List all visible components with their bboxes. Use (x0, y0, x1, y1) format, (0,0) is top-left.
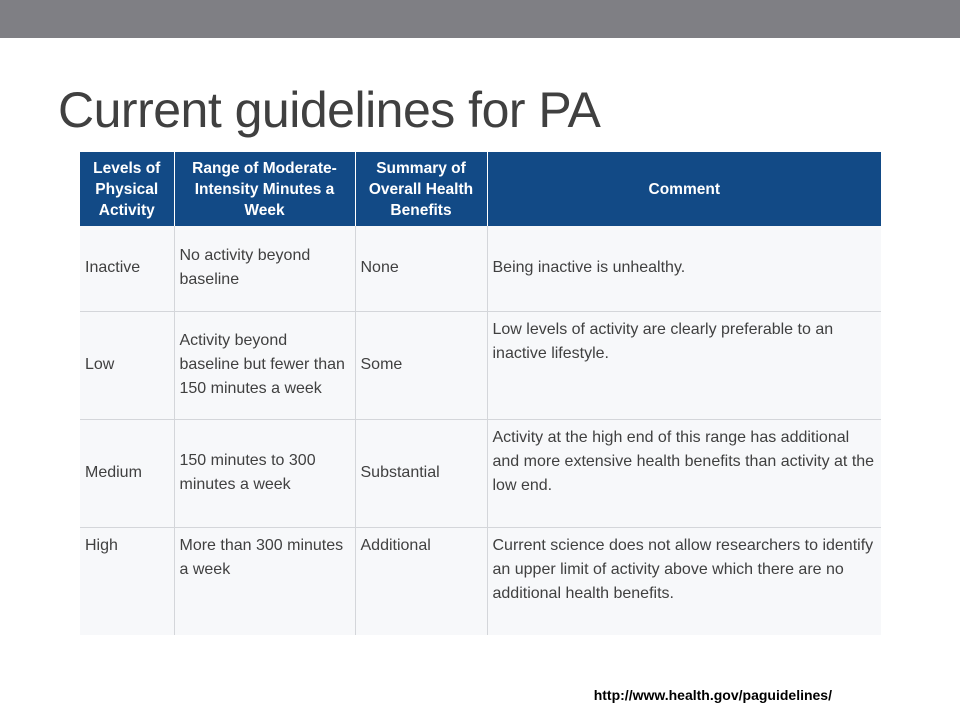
cell-range: Activity beyond baseline but fewer than 150 minutes a week (174, 311, 355, 419)
cell-range: 150 minutes to 300 minutes a week (174, 419, 355, 527)
table-row (80, 419, 881, 527)
cell-range: No activity beyond baseline (174, 226, 355, 311)
header-comment: Comment (487, 152, 881, 226)
cell-benefits: None (355, 226, 487, 311)
slide-title: Current guidelines for PA (58, 82, 601, 138)
guidelines-table (80, 152, 881, 635)
table-row (80, 311, 881, 419)
cell-level: High (80, 527, 174, 635)
cell-level: Inactive (80, 226, 174, 311)
source-link[interactable]: http://www.health.gov/paguidelines/ (593, 687, 832, 703)
cell-level: Medium (80, 419, 174, 527)
table-header-row (80, 152, 881, 226)
table-row (80, 527, 881, 635)
cell-comment: Being inactive is unhealthy. (487, 226, 881, 311)
cell-benefits: Substantial (355, 419, 487, 527)
cell-comment: Activity at the high end of this range has additional and more extensive health benefits than activity at the low end. (487, 419, 881, 527)
cell-benefits: Some (355, 311, 487, 419)
top-accent-bar (0, 0, 960, 38)
header-benefits: Summary of Overall Health Benefits (355, 152, 487, 226)
cell-benefits: Additional (355, 527, 487, 635)
cell-comment: Low levels of activity are clearly preferable to an inactive lifestyle. (487, 311, 881, 419)
cell-comment: Current science does not allow researchers to identify an upper limit of activity above which there are no additional health benefits. (487, 527, 881, 635)
header-range: Range of Moderate-Intensity Minutes a Week (174, 152, 355, 226)
header-levels: Levels of Physical Activity (80, 152, 174, 226)
table-row (80, 226, 881, 311)
cell-level: Low (80, 311, 174, 419)
cell-range: More than 300 minutes a week (174, 527, 355, 635)
